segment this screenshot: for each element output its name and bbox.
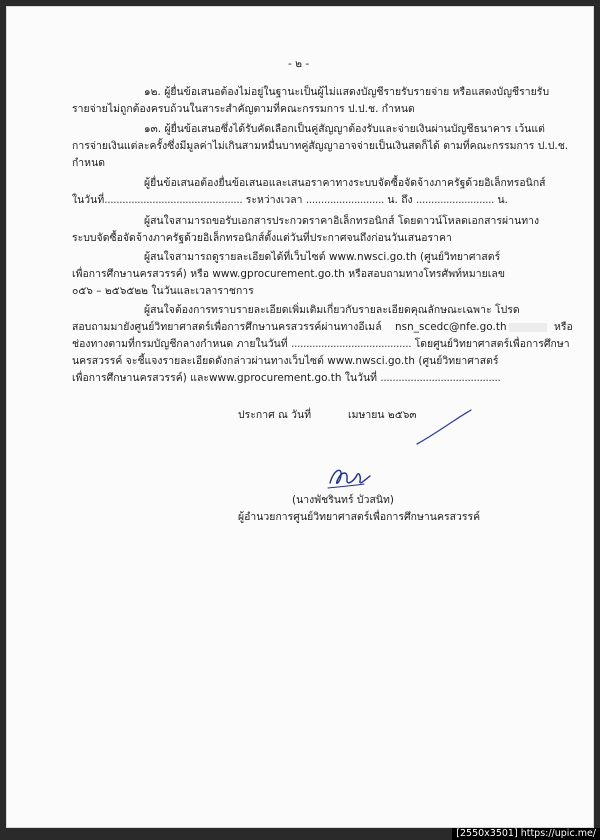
download-line-1: ผู้สนใจสามารถขอรับเอกสารประกวดราคาอิเล็กทรอนิกส์ โดยดาวน์โหลดเอกสารผ่านทาง: [144, 215, 540, 227]
inquiry-deadline-tail: โดยศูนย์วิทยาศาสตร์เพื่อการศึกษา: [414, 338, 570, 350]
handwritten-signature: [324, 461, 374, 493]
details-line-3: ๐๕๖ – ๒๕๖๕๒๒ ในวันและเวลาราชการ: [72, 285, 254, 297]
inquiry-email-address: nsn_scedc@nfe.go.th: [395, 321, 507, 333]
inquiry-answer-date-blank: ........................................: [380, 372, 501, 384]
clause-12-line-1: ๑๒. ผู้ยื่นข้อเสนอต้องไม่อยู่ในฐานะเป็นผู้ไม่แสดงบัญชีรายรับรายจ่าย หรือแสดงบัญชีรายรับ: [144, 86, 550, 98]
pen-stroke-mark: [414, 408, 474, 448]
inquiry-answer-label: เพื่อการศึกษานครสวรรค์) และwww.gprocurement.go.th ในวันที่: [72, 372, 378, 384]
announcement-date-prefix: ประกาศ ณ วันที่: [238, 409, 312, 421]
submission-date-label: ในวันที่: [72, 194, 105, 206]
inquiry-line-1: ผู้สนใจต้องการทราบรายละเอียดเพิ่มเติมเกี่ยวกับรายละเอียดคุณลักษณะเฉพาะ โปรด: [144, 304, 520, 316]
inquiry-deadline-label: ช่องทางตามที่กรมบัญชีกลางกำหนด ภายในวันที่: [72, 338, 288, 350]
clause-13-line-1: ๑๓. ผู้ยื่นข้อเสนอซึ่งได้รับคัดเลือกเป็นคู่สัญญาต้องรับและจ่ายเงินผ่านบัญชีธนาคาร เว้นแต่: [144, 123, 545, 135]
inquiry-deadline-blank: ........................................: [291, 338, 412, 350]
details-line-2: เพื่อการศึกษานครสวรรค์) หรือ www.gprocurement.go.th หรือสอบถามทางโทรศัพท์หมายเลข: [72, 268, 505, 280]
clause-12-line-2: รายจ่ายไม่ถูกต้องครบถ้วนในสาระสำคัญตามที่คณะกรรมการ ป.ป.ช. กำหนด: [72, 103, 415, 115]
inquiry-line-5: [72, 372, 501, 385]
inquiry-line-2: [72, 321, 573, 334]
clause-13-line-3: กำหนด: [72, 157, 106, 169]
download-line-2: ระบบจัดซื้อจัดจ้างภาครัฐด้วยอิเล็กทรอนิกส์ตั้งแต่วันที่ประกาศจนถึงก่อนวันเสนอราคา: [72, 232, 452, 244]
submission-line-2: [72, 194, 508, 207]
submission-time-end-blank: ..........................: [416, 194, 495, 206]
submission-time-unit: น.: [497, 194, 508, 206]
inquiry-or-label: หรือ: [553, 321, 573, 333]
announcement-month-year: เมษายน ๒๕๖๓: [348, 409, 417, 421]
submission-time-to-label: น. ถึง: [387, 194, 413, 206]
inquiry-email-label: สอบถามมายังศูนย์วิทยาศาสตร์เพื่อการศึกษานครสวรรค์ผ่านทางอีเมล์: [72, 321, 382, 333]
submission-date-blank: ..............................................: [104, 194, 243, 206]
page-number: - ๒ -: [288, 58, 310, 70]
image-size-caption: [2550x3501] https://upic.me/: [452, 828, 600, 840]
document-page: [6, 6, 594, 828]
signatory-title: ผู้อำนวยการศูนย์วิทยาศาสตร์เพื่อการศึกษานครสวรรค์: [238, 511, 481, 523]
inquiry-line-3: [72, 338, 570, 351]
details-line-1: ผู้สนใจสามารถดูรายละเอียดได้ที่เว็บไซต์ www.nwsci.go.th (ศูนย์วิทยาศาสตร์: [144, 251, 501, 263]
submission-line-1: ผู้ยื่นข้อเสนอต้องยื่นข้อเสนอและเสนอราคาทางระบบจัดซื้อจัดจ้างภาครัฐด้วยอิเล็กทรอนิกส์: [144, 177, 546, 189]
submission-time-label: ระหว่างเวลา: [245, 194, 303, 206]
submission-time-start-blank: ..........................: [305, 194, 384, 206]
redaction-mark: [509, 323, 547, 332]
signatory-name: (นางพัชรินทร์ บัวสนิท): [292, 494, 395, 506]
inquiry-line-4: นครสวรรค์ จะชี้แจงรายละเอียดดังกล่าวผ่านทางเว็บไซต์ www.nwsci.go.th (ศูนย์วิทยาศาสตร์: [72, 355, 499, 367]
clause-13-line-2: การจ่ายเงินแต่ละครั้งซึ่งมีมูลค่าไม่เกินสามหมื่นบาทคู่สัญญาอาจจ่ายเป็นเงินสดก็ได้ ตามที่คณะกรรมการ ป.ป.ช.: [72, 140, 569, 152]
